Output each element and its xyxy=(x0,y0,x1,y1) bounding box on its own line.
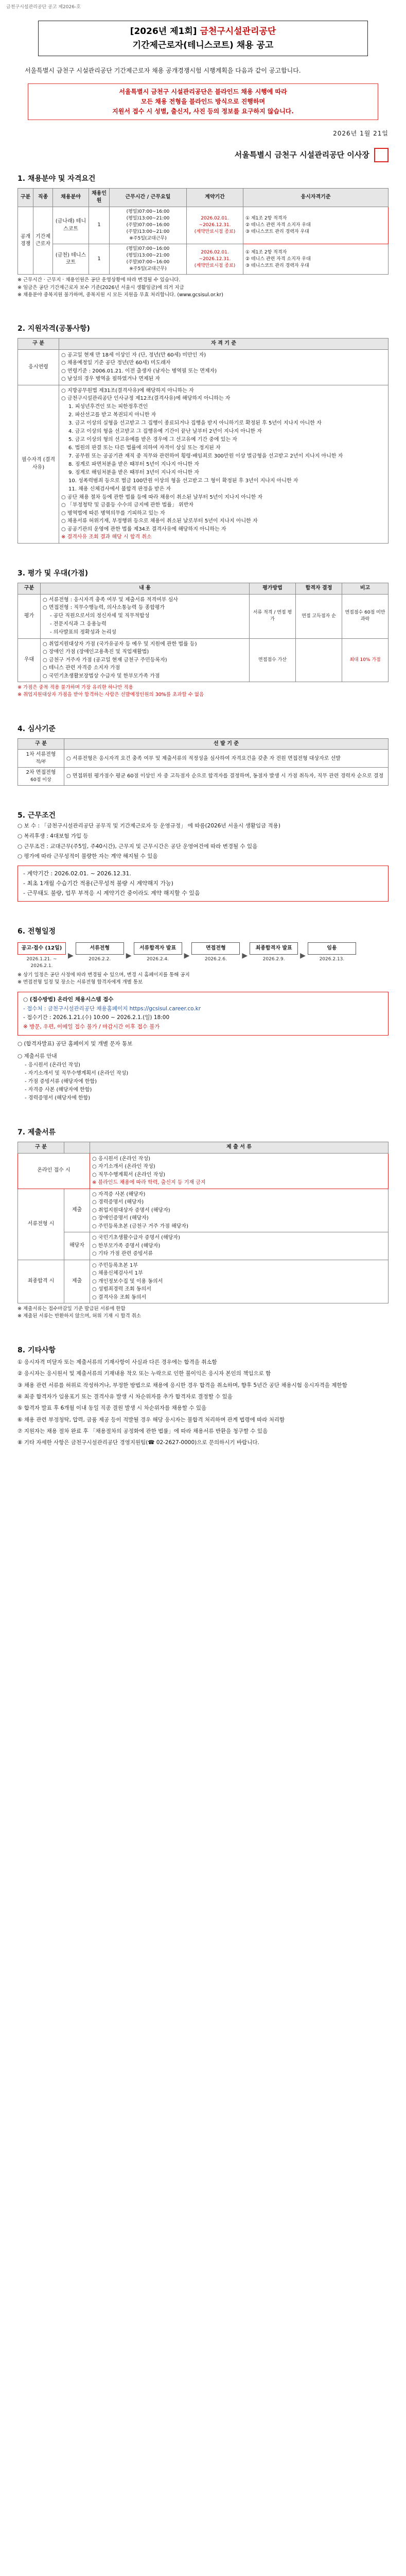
contract-line: 2026.02.01. xyxy=(201,215,229,221)
apply-method-box xyxy=(17,992,389,1036)
arrow-right-icon: ▶ xyxy=(184,952,190,960)
cell-qual xyxy=(243,244,389,275)
cell-items xyxy=(41,594,250,638)
item-line: ○ 금천구시설관리공단 인사규정 제12조(결격사유)에 해당하지 아니하는 자 xyxy=(61,396,231,402)
table-documents xyxy=(17,1142,389,1303)
table-evaluation xyxy=(17,583,389,682)
th: 합격자 결정 xyxy=(296,583,342,595)
flow-step: 서류전형 xyxy=(76,942,124,955)
item-line: 10. 성폭력범죄 등으로 벌금 100만원 이상의 형을 선고받고 그 형이 확정된 후 3년이 지나지 아니한 자 xyxy=(68,478,298,484)
cell-group: 공개경쟁 xyxy=(18,207,33,274)
item-line: ○ 서류전형 : 응시자격 충족 여부 및 제출서류 적격여부 심사 xyxy=(43,597,178,603)
cell-label: 필수자격 (결격사유) xyxy=(18,385,59,543)
flow-step: 서류합격자 발표 xyxy=(134,942,182,955)
contract-line: ~2026.12.31. xyxy=(199,223,231,228)
item-line: 2. 파산선고를 받고 복권되지 아니한 자 xyxy=(68,412,156,418)
item-line: ○ 테니스 관련 자격증 소지자 가점 xyxy=(43,665,120,671)
th xyxy=(64,1142,90,1154)
title-line1 xyxy=(44,25,362,38)
cell-type: 기간제 근로자 xyxy=(33,207,53,274)
qual-line: ③ 테니스코트 관리 경력자 우대 xyxy=(245,263,309,268)
item-line: ○ 국민기초생활보장법상 수급자 및 한부모가족 가점 xyxy=(43,673,160,679)
hours-line: (평일)13:00~21:00 xyxy=(126,253,170,259)
table-row xyxy=(18,768,389,786)
item-line: ○ 응시원서 (온라인 작성) xyxy=(92,1156,151,1162)
section-heading: 4. 심사기준 xyxy=(17,724,56,733)
cell-items xyxy=(90,1189,389,1232)
list-item: ⑤ 합격자 발표 후 6개월 이내 동일 직종 결원 발생 시 차순위자를 채용할 수 있음 xyxy=(17,1405,207,1412)
arrow-right-icon: ▶ xyxy=(126,952,132,960)
cell-contract xyxy=(187,244,243,275)
th: 직종 xyxy=(33,188,53,207)
cell-method: 서류 적격 / 면접 평가 xyxy=(250,594,296,638)
item-line: ○ 「부정청탁 및 금품등 수수의 금지에 관한 법률」 위반자 xyxy=(61,502,194,509)
section-heading: 3. 평가 및 우대(가점) xyxy=(17,569,89,578)
table-recruit-fields xyxy=(17,188,389,275)
section-heading: 8. 기타사항 xyxy=(17,1346,56,1354)
cell-items xyxy=(59,385,389,543)
th: 구 분 xyxy=(18,738,64,750)
cell-items xyxy=(41,638,250,682)
item-line: 9. 징계로 해임처분을 받은 때부터 3년이 지나지 아니한 자 xyxy=(68,469,199,476)
table-row xyxy=(18,385,389,543)
table-row xyxy=(18,1189,389,1232)
qual-line: ① 제1조 2항 적격자 xyxy=(245,215,287,221)
cell-label: 응시연령 xyxy=(18,349,59,385)
etc-line: - 자기소개서 및 직무수행계획서 (온라인 작성) xyxy=(25,1070,129,1076)
contract-note: (계약만료시점 종료) xyxy=(194,263,236,268)
item-line: ○ 주민등록초본 1부 xyxy=(92,1262,138,1268)
item-line: ○ 개인정보수집 및 이용 동의서 xyxy=(92,1278,163,1284)
intro-text: 서울특별시 금천구 시설관리공단 기간제근로자 채용 공개경쟁시험 시행계획을 다음과 같이 공고합니다. xyxy=(25,67,301,75)
doc-number: 금천구시설관리공단 공고 제2026-호 xyxy=(6,5,81,10)
contract-line: 2026.02.01. xyxy=(201,249,229,255)
stage-name: 2차 면접전형 xyxy=(26,770,56,776)
item-line: ○ 금천구 거주자 가점 (공고일 현재 금천구 주민등록자) xyxy=(43,657,167,663)
notice-line: 모든 채용 전형을 블라인드 방식으로 진행하며 xyxy=(140,97,266,105)
table-row xyxy=(18,594,389,638)
cell-decision xyxy=(296,638,342,682)
item-line: ○ 채용예정일 기준 공단 정년(만 60세) 미도래자 xyxy=(61,360,171,366)
item-line: ○ 공공기관의 운영에 관한 법률 제34조 결격사유에 해당하지 아니하는 자 xyxy=(61,526,226,532)
flow-step: 최종합격자 발표 xyxy=(250,942,298,955)
table-row xyxy=(18,750,389,768)
th: 구 분 xyxy=(18,1142,64,1154)
th: 채용인원 xyxy=(89,188,110,207)
apply-line[interactable]: - 접수처 : 금천구시설관리공단 채용홈페이지 https://gcsisul.career.co.kr xyxy=(23,1005,201,1012)
list-item: ② 응시자는 응시원서 및 제출서류의 기재내용 착오 또는 누락으로 인한 불이익은 응시자 본인의 책임으로 함 xyxy=(17,1370,271,1377)
org-signature xyxy=(17,148,389,162)
seal-stamp xyxy=(374,148,389,162)
cell-sublabel: 제출 xyxy=(64,1189,90,1232)
note-line: ※ 임금은 공단 기간제근로자 보수 기준(2026년 서울시 생활임금)에 의거 지급 xyxy=(17,284,184,291)
flow-step-col xyxy=(76,942,124,970)
cell-count: 1 xyxy=(89,207,110,244)
th: 계약기간 xyxy=(187,188,243,207)
cell-note: 최대 10% 가점 xyxy=(342,638,389,682)
item-line: ○ 채용신체검사서 1부 xyxy=(92,1270,143,1277)
table-qualifications xyxy=(17,338,389,544)
days-line: ※주5일(교대근무) xyxy=(129,266,167,272)
cell-text: ○ 면접위원 평가점수 평균 60점 이상인 자 중 고득점자 순으로 합격자를 결정하며, 동점자 발생 시 가점 취득자, 직무 관련 경력자 순으로 결정 xyxy=(64,768,389,786)
qual-line: ② 테니스 관련 자격 소지자 우대 xyxy=(245,223,311,228)
item-line: ○ 공단 채용 절차 등에 관한 법률 등에 따라 채용이 취소된 날부터 5년이 지나지 아니한 자 xyxy=(61,494,263,500)
cell-text: ○ 서류전형은 응시자격 요건 충족 여부 및 제출서류의 적정성을 심사하여 자격요건을 갖춘 자 전원 면접전형 대상자로 선발 xyxy=(64,750,389,768)
item-line: 8. 징계로 파면처분을 받은 때부터 5년이 지나지 아니한 자 xyxy=(68,461,199,467)
item-line: ○ 채용서류 허위기재, 부정행위 등으로 채용이 취소된 날로부터 5년이 지나지 아니한 자 xyxy=(61,518,258,524)
th: 구분 xyxy=(18,188,33,207)
section-heading: 7. 제출서류 xyxy=(17,1128,56,1137)
etc-list xyxy=(17,1061,389,1103)
content xyxy=(17,21,389,1448)
item-line: 3. 금고 이상의 실형을 선고받고 그 집행이 종료되거나 집행을 받지 아니하기로 확정된 후 5년이 지나지 아니한 자 xyxy=(68,420,322,426)
cell-items xyxy=(90,1260,389,1303)
etc-line: - 응시원서 (온라인 작성) xyxy=(25,1062,80,1068)
flow-step-col xyxy=(308,942,356,970)
hours-line: (주말)07:00~16:00 xyxy=(126,223,170,228)
item-line: ○ 장애인증명서 (해당자) xyxy=(92,1215,149,1222)
cell-contract xyxy=(187,207,243,244)
cell-count: 1 xyxy=(89,244,110,275)
item-line: ○ 직무수행계획서 (온라인 작성) xyxy=(92,1172,165,1178)
flow-date: 2026.2.4. xyxy=(147,957,169,962)
list-item: ⑥ 채용 관련 부정청탁, 압력, 금품 제공 등이 적발될 경우 해당 응시자는 불합격 처리하며 관계 법령에 따라 처리함 xyxy=(17,1416,285,1423)
cell-field: (금나래) 테니스코트 xyxy=(53,207,89,244)
contract-period-box xyxy=(17,866,389,902)
cell-qual xyxy=(243,207,389,244)
list-item: ○ 복리후생 : 4대보험 가입 등 xyxy=(17,833,89,839)
hours-line: (평일)07:00~16:00 xyxy=(126,209,170,214)
cell-hours xyxy=(110,244,187,275)
th: 내 용 xyxy=(41,583,250,595)
stage-pass: 60점 이상 xyxy=(30,777,51,783)
etc-line: - 자격증 사본 (해당자에 한함) xyxy=(25,1087,92,1093)
box-line: - 최초 1개월 수습기간 적용(근무성적 불량 시 계약해지 가능) xyxy=(23,879,173,887)
apply-line: ※ 방문, 우편, 이메일 접수 불가 / 마감시간 이후 접수 불가 xyxy=(23,1024,160,1030)
hours-line: (평일)07:00~16:00 xyxy=(126,246,170,252)
section-heading: 1. 채용분야 및 자격요건 xyxy=(17,174,96,183)
th: 구 분 xyxy=(18,338,59,350)
apply-title: ○ (접수방법) 온라인 채용시스템 접수 xyxy=(23,996,114,1003)
note-line: ※ 상기 일정은 공단 사정에 따라 변경될 수 있으며, 변경 시 홈페이지를 통해 공지 xyxy=(17,972,190,978)
item-line: ○ 연령기준 : 2006.01.21. 이전 출생자 (남자는 병역필 또는 면제자) xyxy=(61,368,217,374)
item-line: ※ 블라인드 채용에 따라 학력, 출신지 등 기재 금지 xyxy=(92,1180,206,1186)
item-line: 5. 금고 이상의 형의 선고유예를 받은 경우에 그 선고유예 기간 중에 있는 자 xyxy=(68,436,237,443)
cell-decision: 면접 고득점자 순 xyxy=(296,594,342,638)
list-item: ③ 채용 관련 서류를 허위로 작성하거나, 부정한 방법으로 채용에 응시한 경우 합격을 취소하며, 향후 5년간 공단 채용시험 응시자격을 제한함 xyxy=(17,1382,347,1388)
item-line: - 전문지식과 그 응용능력 xyxy=(50,621,107,627)
table-row xyxy=(18,1232,389,1260)
stage-pass: 적/부 xyxy=(36,759,46,765)
stage-name: 1차 서류전형 xyxy=(26,752,56,758)
cell-sublabel: 해당자 xyxy=(64,1232,90,1260)
note-line: ※ 취업지원대상자 가점을 받아 합격하는 사람은 선발예정인원의 30%를 초과할 수 없음 xyxy=(17,692,204,698)
notice-line: 서울특별시 금천구 시설관리공단은 블라인드 채용 시행에 따라 xyxy=(119,88,287,95)
list-item: ○ 근무조건 : 교대근무(주5일, 주40시간), 근무지 및 근무시간은 공단 운영여건에 따라 변경될 수 있음 xyxy=(17,843,258,850)
list-item: ⑦ 지원자는 채용 절차 완료 후 「채용절차의 공정화에 관한 법률」에 따라 채용서류 반환을 청구할 수 있음 xyxy=(17,1428,268,1435)
note-line: ※ 면접전형 일정 및 장소는 서류전형 합격자에게 개별 통보 xyxy=(17,979,143,986)
item-line: ○ 기타 가점 관련 증빙서류 xyxy=(92,1251,153,1257)
table-row xyxy=(18,1260,389,1303)
hours-line: (주말)13:00~21:00 xyxy=(126,229,170,235)
title-box xyxy=(38,21,368,56)
item-line: 4. 금고 이상의 형을 선고받고 그 집행유예 기간이 끝난 날부터 2년이 지나지 아니한 자 xyxy=(68,428,262,434)
flow-step: 공고·접수 (12일) xyxy=(17,942,66,955)
item-line: ○ 취업지원대상자 가점 (국가유공자 등 예우 및 지원에 관한 법률 등) xyxy=(43,641,197,647)
flow-step-col xyxy=(17,942,66,970)
item-line: 6. 법원의 판결 또는 다른 법률에 의하여 자격이 상실 또는 정지된 자 xyxy=(68,445,221,451)
th: 근무시간 / 근무요일 xyxy=(110,188,187,207)
section-heading: 6. 전형일정 xyxy=(17,927,56,936)
note-line: ※ 채용분야 중복지원 불가하며, 중복지원 시 모든 지원을 무효 처리합니다. (www.gcsisul.or.kr) xyxy=(17,292,223,298)
announce-date: 2026년 1월 21일 xyxy=(333,130,389,138)
th: 비고 xyxy=(342,583,389,595)
th: 구분 xyxy=(18,583,41,595)
hours-line: (주말)07:00~16:00 xyxy=(126,260,170,265)
contract-line: ~2026.12.31. xyxy=(199,256,231,262)
flow-date: 2026.2.13. xyxy=(319,957,345,962)
th: 채용분야 xyxy=(53,188,89,207)
item-line: - 의사발표의 정확성과 논리성 xyxy=(50,629,117,635)
title-line2: 기간제근로자(테니스코트) 채용 공고 xyxy=(132,40,274,50)
qual-line: ① 제1조 2항 적격자 xyxy=(245,249,287,255)
flow-date: 2026.2.6. xyxy=(204,957,227,962)
flow-step-col xyxy=(134,942,182,970)
section-heading: 2. 지원자격(공통사항) xyxy=(17,325,90,333)
flow-date: 2026.1.21. ~ 2026.2.1. xyxy=(26,957,57,969)
cell-note: 면접점수 60점 미만 과락 xyxy=(342,594,389,638)
item-line: 7. 공무원 또는 공공기관 재직 중 직무와 관련하여 횡령·배임죄로 300만원 이상 벌금형을 선고받고 2년이 지나지 아니한 자 xyxy=(68,453,343,459)
table-row xyxy=(18,244,389,275)
flow-step-col xyxy=(191,942,240,970)
title-prefix: [2026년 제1회] xyxy=(130,26,197,37)
item-line: ○ 성범죄경력 조회 동의서 xyxy=(92,1286,151,1293)
cell-sublabel: 제출 xyxy=(64,1260,90,1303)
etc-section xyxy=(17,1358,389,1448)
item-line: ○ 면접전형 : 직무수행능력, 의사소통능력 등 종합평가 xyxy=(43,605,165,611)
schedule-flow xyxy=(17,942,389,970)
box-line: - 계약기간 : 2026.02.01. ~ 2026.12.31. xyxy=(23,870,131,877)
th: 선 발 기 준 xyxy=(64,738,389,750)
etc-line: - 가점 증빙서류 (해당자에 한함) xyxy=(25,1078,97,1084)
arrow-right-icon: ▶ xyxy=(68,952,74,960)
cell-label: 온라인 접수 시 xyxy=(18,1153,90,1189)
item-line: ○ 장애인 가점 (장애인고용촉진 및 직업재활법) xyxy=(43,649,149,655)
item-line: ○ 공고일 현재 만 18세 이상인 자 (단, 정년(만 60세) 미만인 자) xyxy=(61,352,206,358)
item-line: ○ 주민등록초본 (금천구 거주 가점 해당자) xyxy=(92,1223,188,1229)
qual-line: ③ 테니스코트 관리 경력자 우대 xyxy=(245,229,309,235)
cell-field: (금천) 테니스코트 xyxy=(53,244,89,275)
qual-line: ② 테니스 관련 자격 소지자 우대 xyxy=(245,256,311,262)
notes xyxy=(17,1306,389,1320)
list-item: ⑧ 기타 자세한 사항은 금천구시설관리공단 경영지원팀(☎ 02-2627-0000)으로 문의하시기 바랍니다. xyxy=(17,1439,259,1446)
arrow-right-icon: ▶ xyxy=(300,952,306,960)
item-line: 11. 채용 신체검사에서 불합격 판정을 받은 자 xyxy=(68,486,171,492)
item-line: 1. 피성년후견인 또는 피한정후견인 xyxy=(68,403,148,410)
item-line: ○ 경력증명서 (해당자) xyxy=(92,1199,144,1206)
list-item: ④ 최종 합격자가 임용포기 또는 결격사유 발생 시 차순위자를 추가 합격자로 결정할 수 있음 xyxy=(17,1393,233,1400)
blind-notice xyxy=(28,83,378,121)
note-line: ※ 근무시간 · 근무지 · 채용인원은 공단 운영상황에 따라 변경될 수 있습니다. xyxy=(17,277,181,283)
flow-date: 2026.2.2. xyxy=(89,957,111,962)
cell-method: 면접점수 가산 xyxy=(250,638,296,682)
notes xyxy=(17,277,389,299)
table-row xyxy=(18,1153,389,1189)
box-line: - 근무태도 불량, 업무 부적응 시 계약기간 중이라도 계약 해지할 수 있음 xyxy=(23,889,200,896)
item-line: ○ 국민기초생활수급자 증명서 (해당자) xyxy=(92,1235,180,1241)
item-line: ○ 자격증 사본 (해당자) xyxy=(92,1191,146,1197)
notice-line: 지원서 접수 시 성별, 출신지, 사진 등의 정보를 요구하지 않습니다. xyxy=(112,108,294,115)
cell-label: 우대 xyxy=(18,638,41,682)
contract-note: (계약만료시점 종료) xyxy=(194,229,236,235)
table-row xyxy=(18,207,389,244)
section-heading: 5. 근무조건 xyxy=(17,811,56,820)
cell-label xyxy=(18,768,64,786)
hours-line: (평일)13:00~21:00 xyxy=(126,215,170,221)
cell-hours xyxy=(110,207,187,244)
notes xyxy=(17,684,389,699)
cell-items xyxy=(90,1232,389,1260)
flow-step-col xyxy=(250,942,298,970)
th: 제 출 서 류 xyxy=(90,1142,389,1154)
th: 자 격 기 준 xyxy=(59,338,389,350)
apply-line: - 접수기간 : 2026.1.21.(수) 10:00 ~ 2026.2.1.(일) 18:00 xyxy=(23,1014,170,1021)
result-line: ○ (합격자발표) 공단 홈페이지 및 개별 문자 통보 xyxy=(17,1041,133,1047)
flow-date: 2026.2.9. xyxy=(262,957,285,962)
table-criteria xyxy=(17,738,389,786)
note-line: ※ 가점은 중복 적용 불가하며 가장 유리한 하나만 적용 xyxy=(17,685,133,691)
item-line: ○ 한부모가족 증명서 (해당자) xyxy=(92,1243,161,1249)
etc-line: - 경력증명서 (해당자에 한함) xyxy=(25,1095,91,1101)
item-line: ○ 취업지원대상자 증명서 (해당자) xyxy=(92,1207,170,1213)
note-line: ※ 제출서류는 접수마감일 기준 발급된 서류에 한함 xyxy=(17,1306,126,1312)
table-row xyxy=(18,349,389,385)
th: 평가방법 xyxy=(250,583,296,595)
days-line: ※주5일(교대근무) xyxy=(129,236,167,242)
title-org: 금천구시설관리공단 xyxy=(200,26,276,37)
item-line: ○ 결격사유 조회 동의서 xyxy=(92,1294,147,1300)
work-conditions xyxy=(17,822,389,861)
org-name: 서울특별시 금천구 시설관리공단 이사장 xyxy=(234,150,369,160)
arrow-right-icon: ▶ xyxy=(242,952,248,960)
cell-label: 평가 xyxy=(18,594,41,638)
cell-items xyxy=(59,349,389,385)
item-line: - 공단 직원으로서의 정신자세 및 직무적합성 xyxy=(50,613,150,619)
item-line: ○ 지방공무원법 제31조(결격사유)에 해당하지 아니하는 자 xyxy=(61,387,194,394)
note-line: ※ 제출된 서류는 반환하지 않으며, 허위 기재 시 합격 취소 xyxy=(17,1313,142,1319)
list-item: ① 응시자격 미달자 또는 제출서류의 기재사항이 사실과 다른 경우에는 합격을 취소함 xyxy=(17,1359,217,1365)
flow-step: 임용 xyxy=(308,942,356,955)
table-row xyxy=(18,638,389,682)
item-line: ○ 병역법에 따른 병역의무를 기피하고 있는 자 xyxy=(61,510,165,516)
cell-items xyxy=(90,1153,389,1189)
item-line: ※ 결격사유 조회 결과 해당 시 합격 취소 xyxy=(61,534,152,540)
item-line: ○ 자기소개서 (온라인 작성) xyxy=(92,1164,155,1170)
cell-label xyxy=(18,750,64,768)
cell-label: 최종합격 시 xyxy=(18,1260,64,1303)
etc-title: ○ 제출서류 안내 xyxy=(17,1053,57,1059)
item-line: ○ 남성의 경우 병역을 필하였거나 면제된 자 xyxy=(61,376,161,382)
list-item: ○ 평가에 따라 근무성적이 불량한 자는 계약 해지될 수 있음 xyxy=(17,853,158,860)
cell-label: 서류전형 시 xyxy=(18,1189,64,1260)
flow-step: 면접전형 xyxy=(191,942,240,955)
list-item: ○ 보 수 : 「금천구시설관리공단 공무직 및 기간제근로자 등 운영규정」 에 따름(2026년 서울시 생활임금 적용) xyxy=(17,822,280,829)
notes xyxy=(17,972,389,987)
th: 응시자격기준 xyxy=(243,188,389,207)
